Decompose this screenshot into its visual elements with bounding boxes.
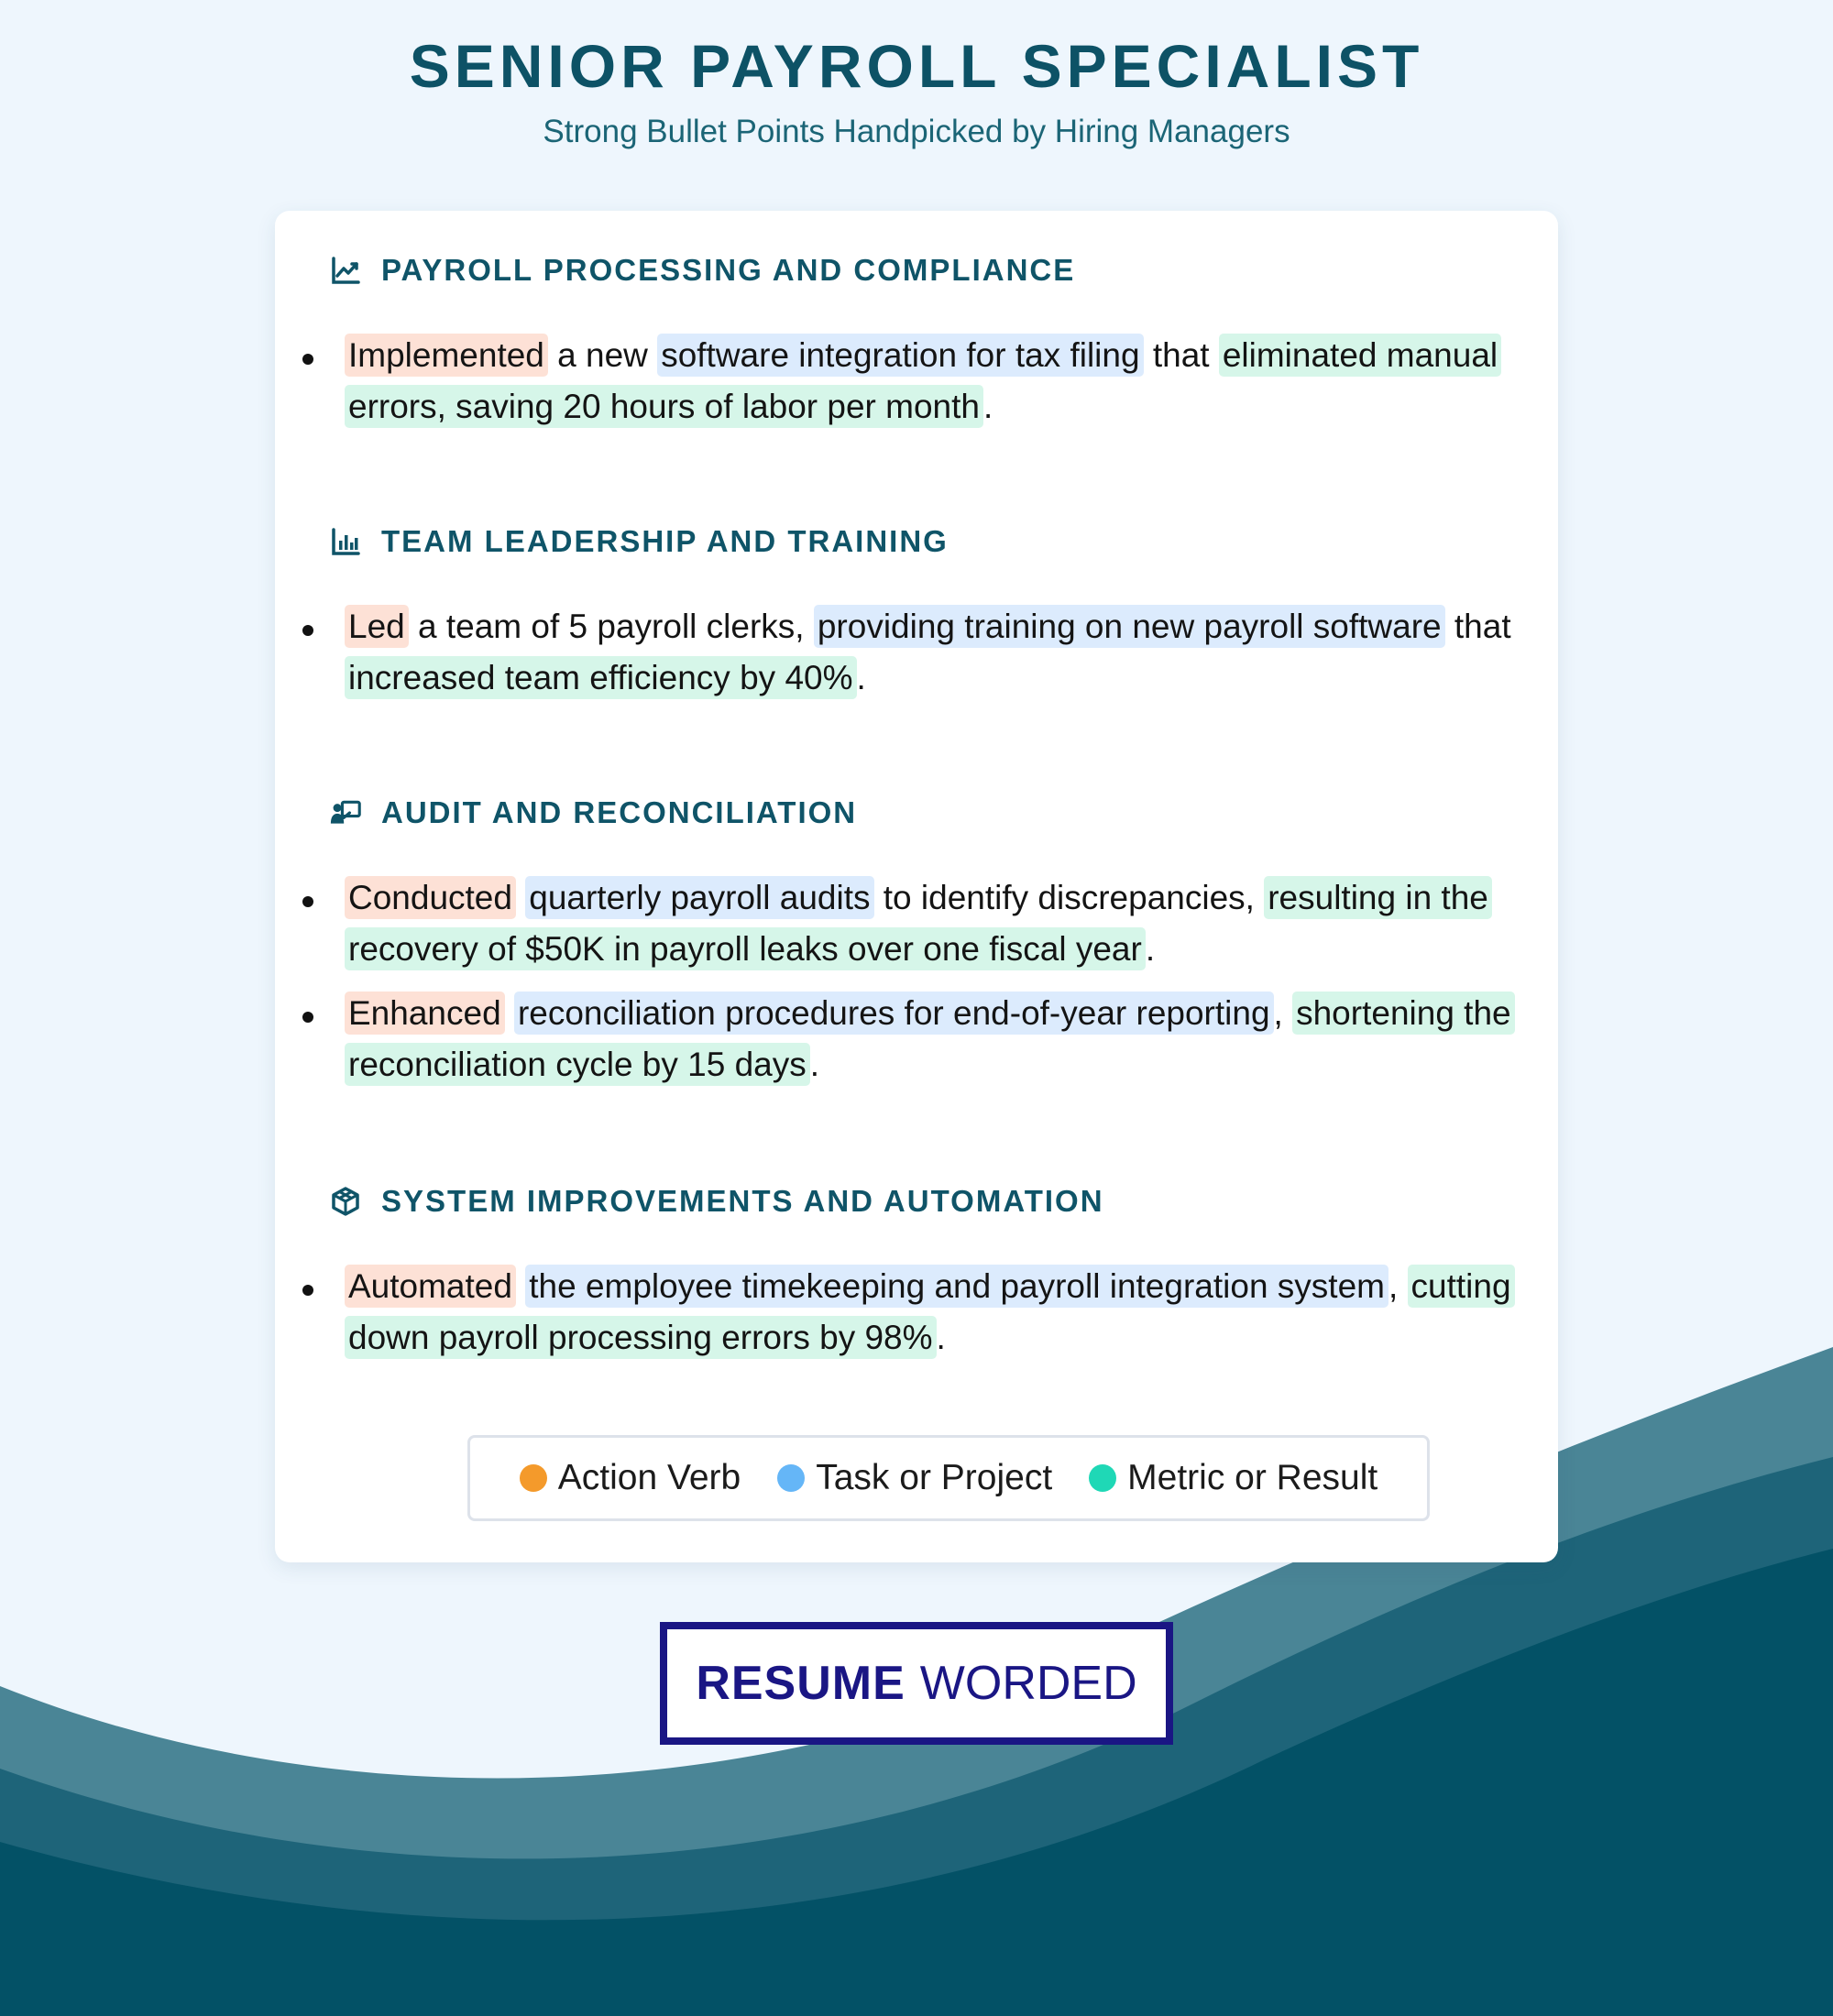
highlight-metric: shortening the reconciliation cycle by 15 days <box>345 992 1515 1086</box>
legend-label-action: Action Verb <box>557 1458 741 1497</box>
legend-dot-action <box>520 1464 547 1492</box>
highlight-action: Implemented <box>345 334 548 377</box>
bullet-dot <box>302 625 313 636</box>
logo-text-bold: RESUME <box>696 1657 906 1710</box>
page-title: SENIOR PAYROLL SPECIALIST <box>409 32 1424 100</box>
highlight-task: the employee timekeeping and payroll integration system <box>525 1265 1388 1308</box>
bullet-item <box>302 872 1531 975</box>
highlight-action: Conducted <box>345 876 516 919</box>
plain-text: , <box>1273 994 1293 1032</box>
plain-text: to identify discrepancies, <box>873 879 1265 916</box>
bullet-text <box>345 872 1531 975</box>
legend-item-action <box>520 1458 741 1498</box>
legend-dot-metric <box>1089 1464 1116 1492</box>
section-title: SYSTEM IMPROVEMENTS AND AUTOMATION <box>381 1184 1104 1218</box>
highlight-action: Led <box>345 605 409 648</box>
highlight-metric: increased team efficiency by 40% <box>345 656 857 699</box>
page-subtitle: Strong Bullet Points Handpicked by Hiring Managers <box>543 114 1290 149</box>
legend-item-metric <box>1089 1458 1377 1498</box>
bullet-card <box>275 211 1558 1562</box>
bullet-item <box>302 1261 1531 1364</box>
highlight-metric: cutting down payroll processing errors by 98% <box>345 1265 1515 1359</box>
bullet-item <box>302 988 1531 1090</box>
bullet-text <box>345 601 1531 704</box>
bullet-dot <box>302 1285 313 1296</box>
section-header-audit-reconciliation <box>330 790 857 836</box>
legend-label-metric: Metric or Result <box>1127 1458 1378 1497</box>
plain-text: . <box>1145 930 1156 968</box>
plain-text: . <box>856 659 866 696</box>
plain-text: that <box>1444 608 1511 645</box>
highlight-task: quarterly payroll audits <box>525 876 873 919</box>
highlight-task: reconciliation procedures for end-of-year reporting <box>514 992 1274 1035</box>
page-header <box>0 29 1833 152</box>
highlight-metric: resulting in the recovery of $50K in payroll leaks over one fiscal year <box>345 876 1492 970</box>
bullet-item <box>302 601 1531 704</box>
section-header-team-leadership <box>330 519 949 564</box>
highlight-action: Automated <box>345 1265 516 1308</box>
resume-worded-logo <box>660 1622 1173 1745</box>
cube-icon <box>330 1186 361 1217</box>
plain-text <box>505 994 514 1032</box>
section-header-system-improvements <box>330 1178 1104 1224</box>
plain-text: . <box>936 1319 946 1356</box>
bullet-dot <box>302 1012 313 1023</box>
plain-text <box>516 1267 525 1305</box>
bullet-text <box>345 330 1531 433</box>
section-title: TEAM LEADERSHIP AND TRAINING <box>381 524 949 558</box>
bullet-text <box>345 988 1531 1090</box>
plain-text: . <box>982 388 993 425</box>
highlight-task: software integration for tax filing <box>657 334 1143 377</box>
presentation-icon <box>330 797 361 828</box>
plain-text: that <box>1143 336 1219 374</box>
bullet-dot <box>302 354 313 365</box>
section-header-payroll-processing <box>330 247 1075 293</box>
plain-text: a team of 5 payroll clerks, <box>408 608 814 645</box>
legend <box>467 1435 1430 1521</box>
legend-label-task: Task or Project <box>816 1458 1053 1497</box>
line-chart-icon <box>330 255 361 286</box>
plain-text: a new <box>547 336 658 374</box>
legend-dot-task <box>777 1464 805 1492</box>
section-title: AUDIT AND RECONCILIATION <box>381 795 858 829</box>
logo-text-light: WORDED <box>919 1657 1137 1710</box>
bullet-item <box>302 330 1531 433</box>
bullet-dot <box>302 896 313 907</box>
legend-item-task <box>777 1458 1052 1498</box>
plain-text: . <box>809 1046 820 1083</box>
section-title: PAYROLL PROCESSING AND COMPLIANCE <box>381 253 1076 287</box>
highlight-action: Enhanced <box>345 992 505 1035</box>
bar-chart-icon <box>330 526 361 557</box>
bullet-text <box>345 1261 1531 1364</box>
plain-text <box>516 879 525 916</box>
highlight-task: providing training on new payroll software <box>814 605 1445 648</box>
highlight-metric: eliminated manual errors, saving 20 hours of labor per month <box>345 334 1501 428</box>
plain-text: , <box>1388 1267 1408 1305</box>
